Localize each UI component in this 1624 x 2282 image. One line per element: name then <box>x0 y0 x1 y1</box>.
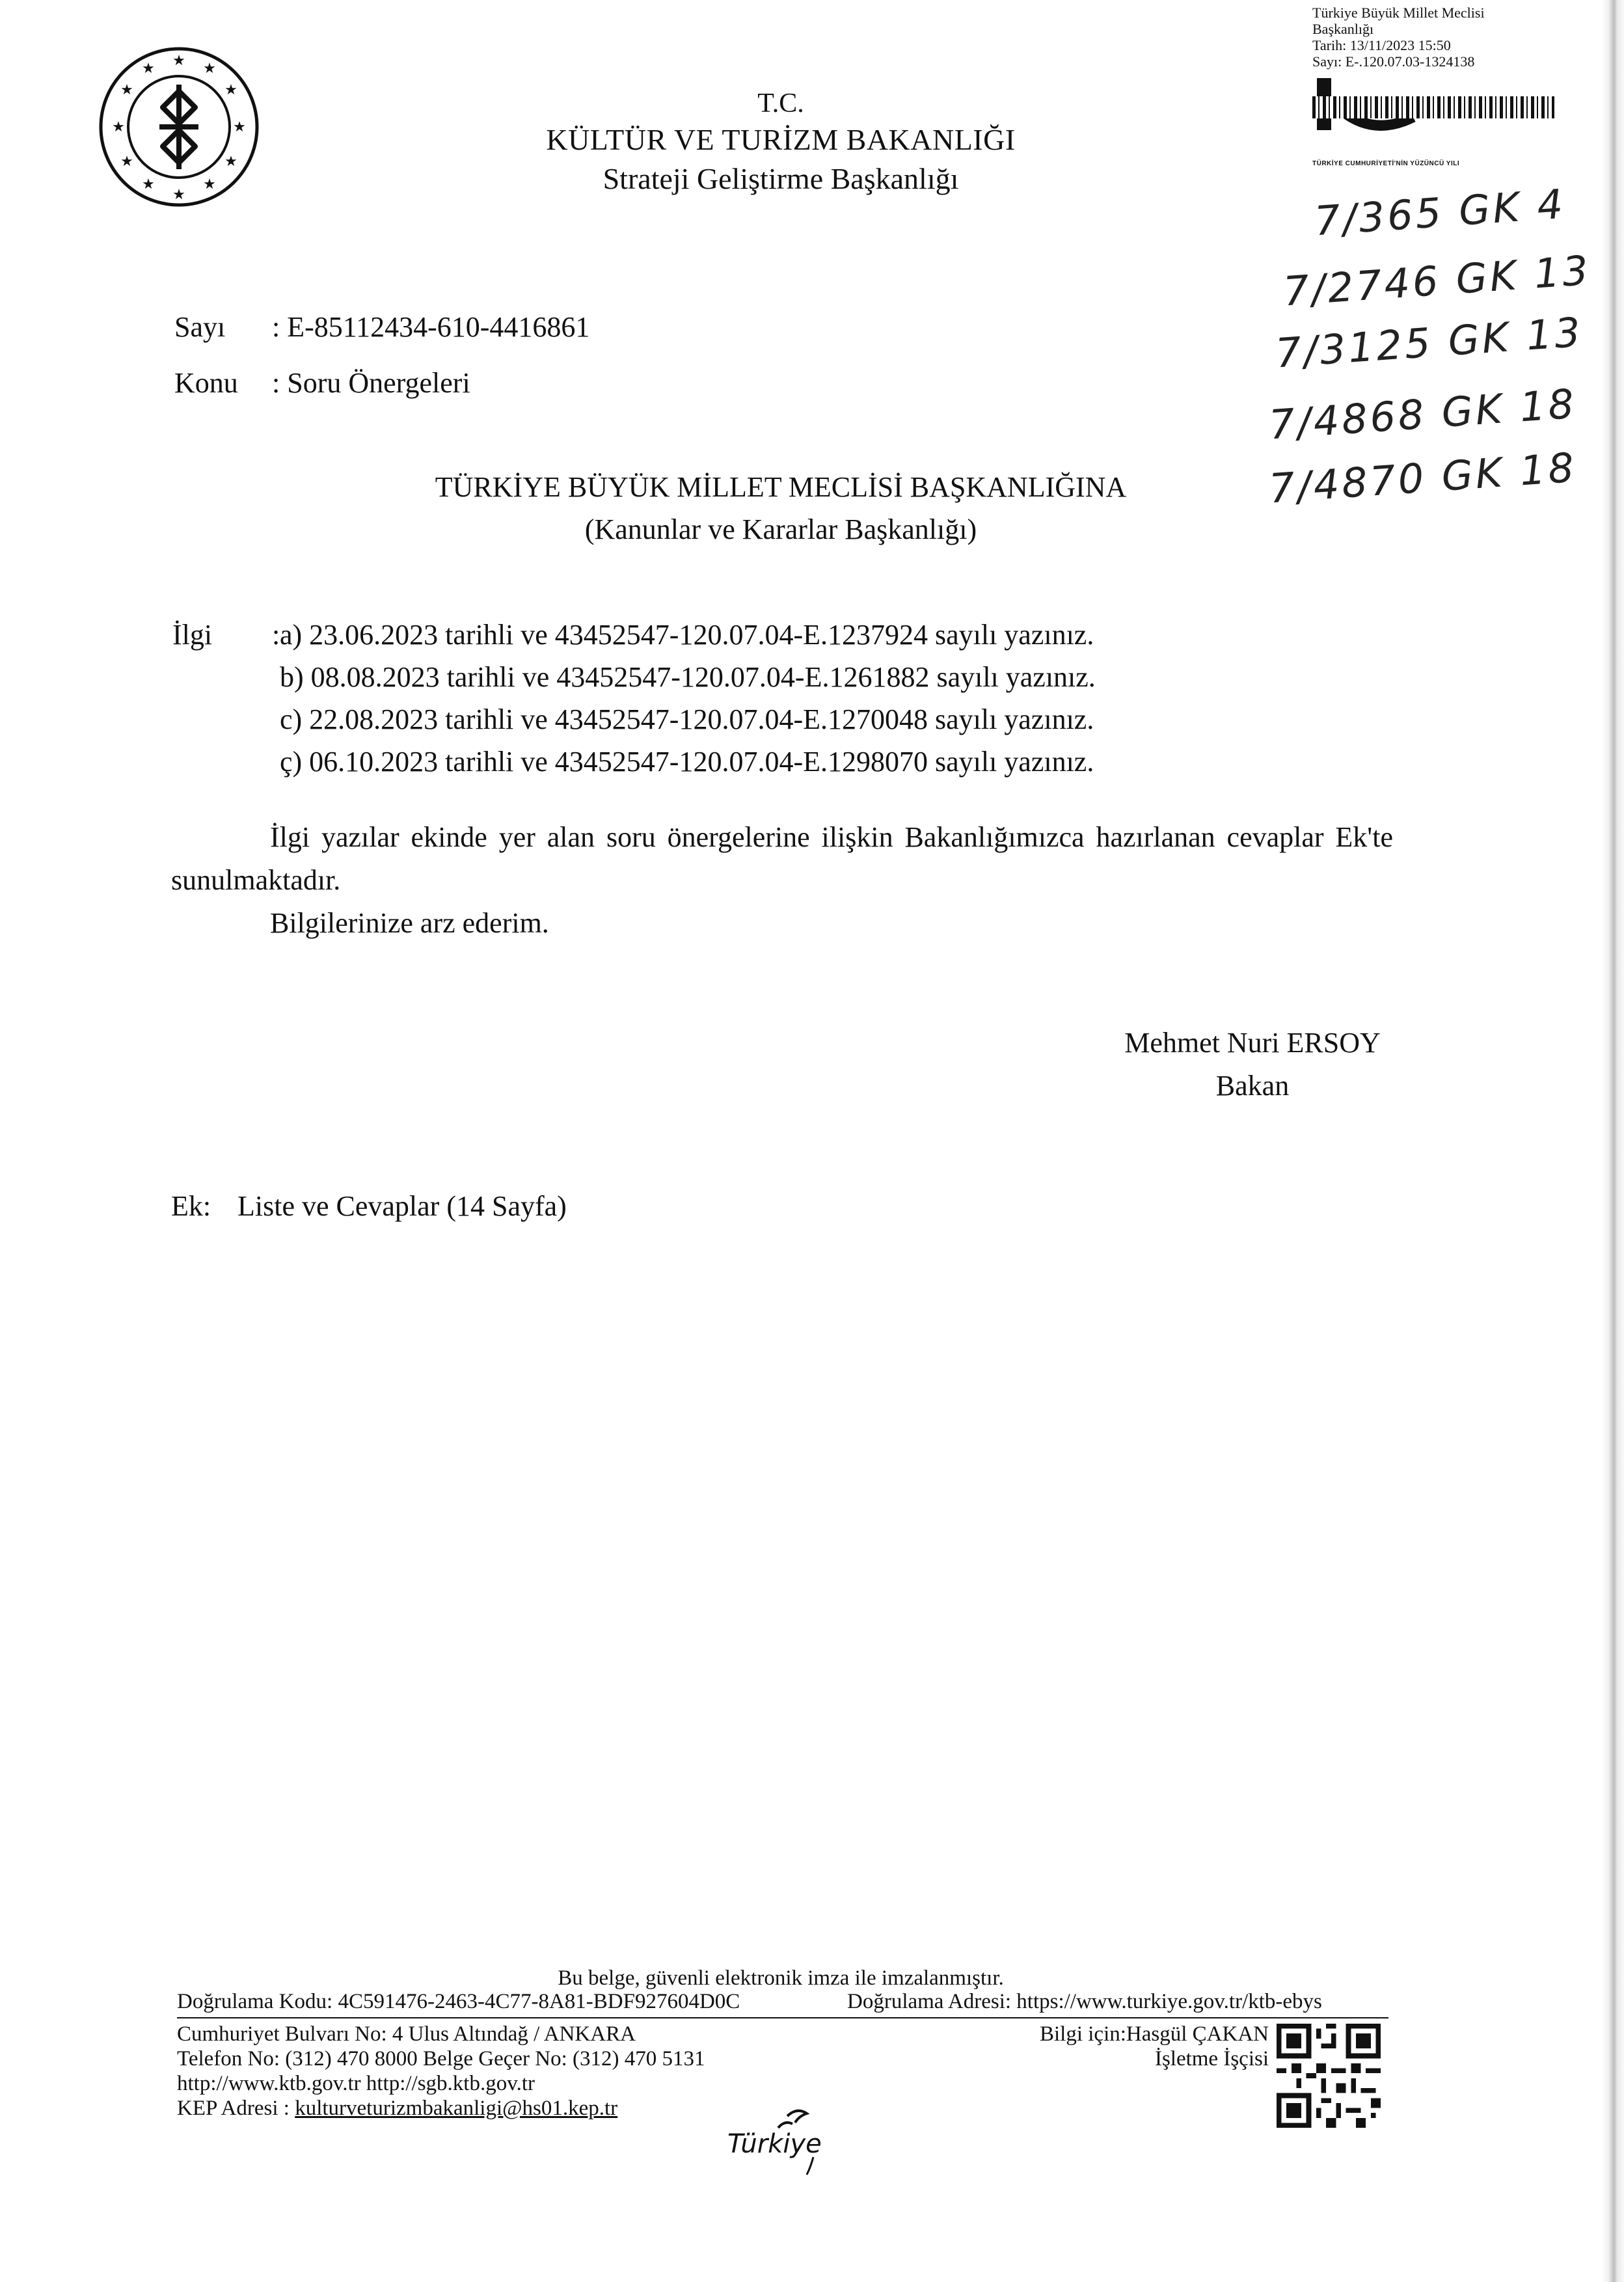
kep-label: KEP Adresi : <box>177 2097 295 2120</box>
svg-text:★: ★ <box>120 82 133 98</box>
svg-text:★: ★ <box>224 154 237 170</box>
ilgi-item: ç) 06.10.2023 tarihli ve 43452547-120.07.04-E.1298070 sayılı yazınız. <box>280 746 1094 778</box>
footer-phone: Telefon No: (312) 470 8000 Belge Geçer No: (312) 470 5131 <box>177 2047 705 2071</box>
scan-edge-shadow <box>1602 0 1624 2282</box>
recipient-title: TÜRKİYE BÜYÜK MİLLET MECLİSİ BAŞKANLIĞINA <box>435 471 1127 503</box>
ilgi-colon: : <box>272 619 280 651</box>
header-department: Strateji Geliştirme Başkanlığı <box>602 162 959 195</box>
handwritten-note: 7/4868 GK 18 <box>1267 379 1578 449</box>
signature-name: Mehmet Nuri ERSOY <box>1124 1027 1381 1059</box>
header-ministry: KÜLTÜR VE TURİZM BAKANLIĞI <box>546 123 1016 156</box>
ilgi-item: c) 22.08.2023 tarihli ve 43452547-120.07.04-E.1270048 sayılı yazınız. <box>280 703 1094 735</box>
body-closing <box>171 902 1393 945</box>
footer-address: Cumhuriyet Bulvarı No: 4 Ulus Altındağ / ANKARA <box>177 2022 636 2046</box>
handwritten-note: 7/4870 GK 18 <box>1267 443 1578 513</box>
contact-title: İşletme İşçisi <box>1154 2047 1269 2071</box>
verification-address: Doğrulama Adresi: https://www.turkiye.gov.tr/ktb-ebys <box>847 1990 1322 2013</box>
handwritten-note: 7/365 GK 4 <box>1312 180 1567 245</box>
footer-kep <box>177 2097 617 2121</box>
footer-divider <box>177 2017 1388 2018</box>
ilgi-item: b) 08.08.2023 tarihli ve 43452547-120.07.04-E.1261882 sayılı yazınız. <box>280 661 1096 693</box>
stamp-line: Sayı: E-.120.07.03-1324138 <box>1312 53 1475 70</box>
sayi-label: Sayı <box>174 311 226 343</box>
signature-title: Bakan <box>1215 1070 1290 1102</box>
svg-text:★: ★ <box>112 119 125 135</box>
sayi-value: : E-85112434-610-4416861 <box>272 311 590 343</box>
svg-text:★: ★ <box>203 61 216 77</box>
svg-text:★: ★ <box>142 61 155 77</box>
body-paragraph <box>171 816 1393 902</box>
receipt-stamp <box>1309 0 1582 176</box>
handwritten-note: 7/3125 GK 13 <box>1274 308 1585 377</box>
stamp-line: Tarih: 13/11/2023 15:50 <box>1312 37 1451 53</box>
svg-text:★: ★ <box>172 187 185 203</box>
body-closing-text: Bilgilerinize arz ederim. <box>270 907 549 939</box>
svg-text:★: ★ <box>224 82 237 98</box>
stamp-line: Başkanlığı <box>1312 21 1374 37</box>
svg-text:★: ★ <box>172 53 185 69</box>
verification-code: Doğrulama Kodu: 4C591476-2463-4C77-8A81-BDF927604D0C <box>177 1990 740 2013</box>
body-paragraph-text: İlgi yazılar ekinde yer alan soru önergelerine ilişkin Bakanlığımızca hazırlanan cevaplar Ek'te sunulmaktadır. <box>171 821 1393 896</box>
qr-code-icon <box>1277 2024 1381 2128</box>
barcode <box>1312 96 1554 118</box>
esign-note: Bu belge, güvenli elektronik imza ile imzalanmıştır. <box>558 1966 1004 1990</box>
footer-web: http://www.ktb.gov.tr http://sgb.ktb.gov.tr <box>177 2072 535 2095</box>
ilgi-label: İlgi <box>172 619 213 651</box>
header-tc: T.C. <box>757 88 804 118</box>
svg-text:★: ★ <box>120 154 133 170</box>
svg-text:★: ★ <box>233 119 246 135</box>
logo-caption: TÜRKİYE CUMHURİYETİ'NİN YÜZÜNCÜ YILI <box>1312 160 1460 167</box>
svg-text:★: ★ <box>203 176 216 193</box>
handwritten-note: 7/2746 GK 13 <box>1282 246 1593 316</box>
stamp-line: Türkiye Büyük Millet Meclisi <box>1312 5 1485 21</box>
konu-value: : Soru Önergeleri <box>272 367 470 399</box>
ilgi-item: a) 23.06.2023 tarihli ve 43452547-120.07.04-E.1237924 sayılı yazınız. <box>280 619 1094 651</box>
konu-label: Konu <box>174 367 238 399</box>
contact-name: Bilgi için:Hasgül ÇAKAN <box>1040 2022 1269 2046</box>
attachment-value: Liste ve Cevaplar (14 Sayfa) <box>237 1190 567 1222</box>
brand-wordmark: Türkiye <box>727 2129 822 2159</box>
svg-text:★: ★ <box>142 176 155 193</box>
recipient-subtitle: (Kanunlar ve Kararlar Başkanlığı) <box>584 513 977 545</box>
kep-address-link[interactable]: kulturveturizmbakanligi@hs01.kep.tr <box>295 2097 618 2120</box>
attachment-label: Ek: <box>171 1190 211 1222</box>
turkiye-brand-logo-icon <box>716 2102 846 2177</box>
